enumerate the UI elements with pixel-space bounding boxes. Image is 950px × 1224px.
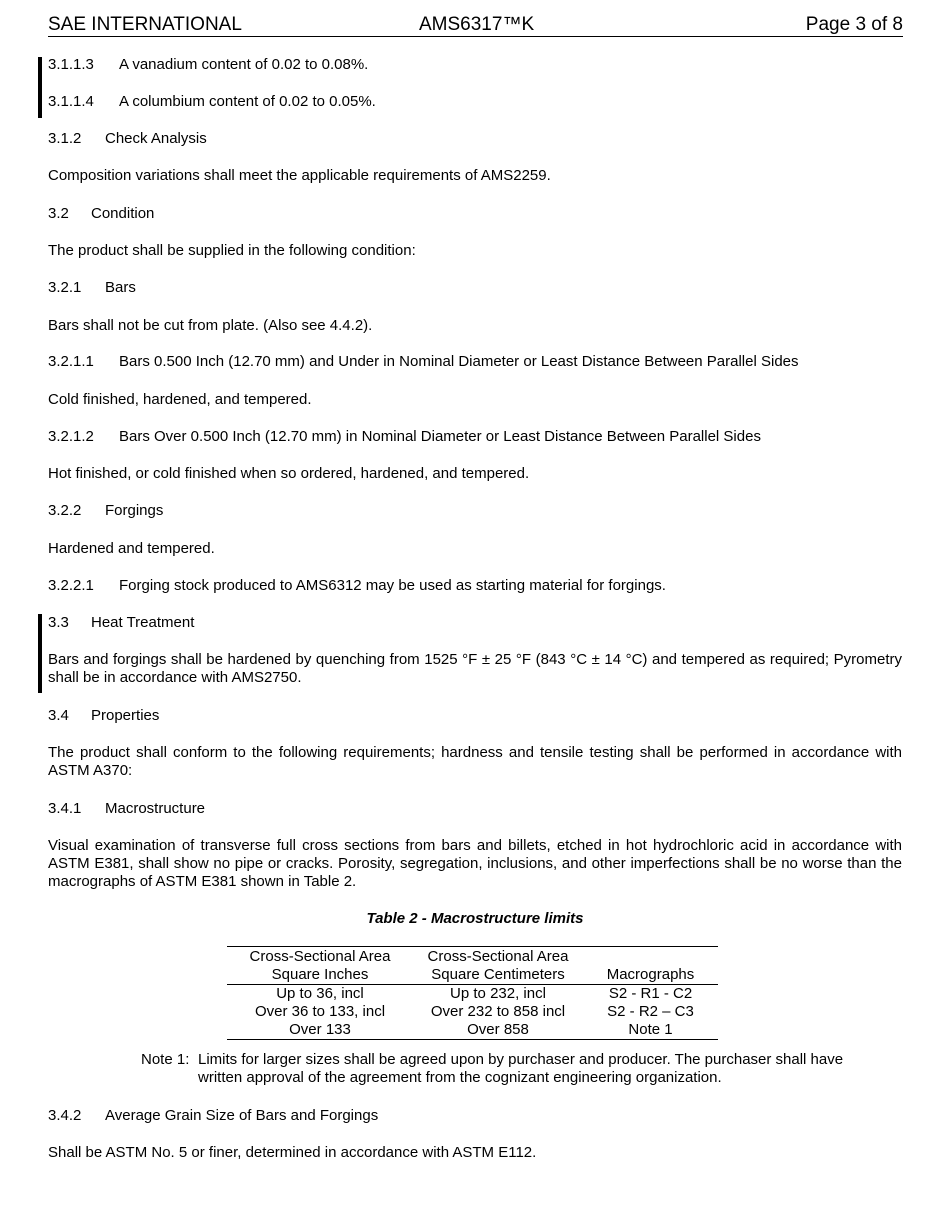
section-number: 3.1.1.4 (48, 93, 94, 110)
section-title: Average Grain Size of Bars and Forgings (105, 1107, 379, 1124)
section-3-1-2-body: Composition variations shall meet the applicable requirements of AMS2259. (48, 167, 551, 184)
column-header-square-centimeters (413, 947, 583, 985)
section-title: Properties (91, 707, 160, 724)
table-row (227, 1003, 718, 1021)
table-cell: S2 - R1 - C2 (608, 985, 693, 1002)
section-number: 3.4.2 (48, 1107, 82, 1124)
section-number: 3.2 (48, 205, 69, 222)
section-3-1-2-heading (48, 130, 902, 148)
table-row (227, 1021, 718, 1040)
section-3-3-body: Bars and forgings shall be hardened by quenching from 1525 °F ± 25 °F (843 °C ± 14 °C) and tempered as required; Pyrometry shall be in accordance with AMS2750. (48, 651, 902, 686)
header-line: Cross-Sectional Area (427, 948, 569, 965)
table-cell: Over 858 (413, 1021, 583, 1040)
section-title: Check Analysis (105, 130, 207, 147)
header-line: Square Centimeters (431, 966, 565, 983)
section-number: 3.2.2.1 (48, 577, 94, 594)
section-3-4-2-heading (48, 1107, 902, 1125)
section-3-2-1-body: Bars shall not be cut from plate. (Also see 4.4.2). (48, 317, 373, 334)
section-text: Forging stock produced to AMS6312 may be used as starting material for forgings. (119, 577, 666, 594)
section-number: 3.2.1.2 (48, 428, 94, 445)
section-title: Macrostructure (105, 800, 206, 817)
section-3-4-heading (48, 707, 902, 725)
section-3-2-2-body: Hardened and tempered. (48, 540, 215, 557)
table-row (227, 985, 718, 1004)
header-doc-id: AMS6317™K (419, 14, 535, 35)
section-number: 3.2.2 (48, 502, 82, 519)
section-text: A columbium content of 0.02 to 0.05%. (119, 93, 376, 110)
section-text: A vanadium content of 0.02 to 0.08%. (119, 56, 369, 73)
section-3-4-body: The product shall conform to the following requirements; hardness and tensile testing shall be performed in accordance with ASTM A370: (48, 744, 902, 779)
note-text: Limits for larger sizes shall be agreed upon by purchaser and producer. The purchaser shall have written approval of the agreement from the cognizant engineering organization. (198, 1051, 844, 1086)
section-3-2-1-1-heading (48, 353, 902, 371)
header-line: Square Inches (271, 966, 369, 983)
header-org: SAE INTERNATIONAL (48, 14, 242, 35)
section-3-1-1-3 (48, 56, 902, 74)
section-3-1-1-4 (48, 93, 902, 111)
section-3-4-1-heading (48, 800, 902, 818)
section-number: 3.2.1 (48, 279, 82, 296)
section-3-2-1-1-body: Cold finished, hardened, and tempered. (48, 391, 312, 408)
section-number: 3.4 (48, 707, 69, 724)
section-title: Bars (105, 279, 136, 296)
revision-bar (38, 614, 42, 693)
note-label: Note 1: (141, 1051, 190, 1068)
section-title: Bars Over 0.500 Inch (12.70 mm) in Nominal Diameter or Least Distance Between Parallel Sides (119, 428, 761, 445)
section-3-4-2-body: Shall be ASTM No. 5 or finer, determined in accordance with ASTM E112. (48, 1144, 537, 1161)
section-3-2-1-heading (48, 279, 902, 297)
table-caption: Table 2 - Macrostructure limits (366, 910, 584, 927)
table-cell: Over 36 to 133, incl (254, 1003, 386, 1020)
section-number: 3.1.1.3 (48, 56, 94, 73)
table-cell: Up to 232, incl (450, 985, 546, 1002)
section-3-2-body: The product shall be supplied in the following condition: (48, 242, 416, 259)
section-3-4-1-body: Visual examination of transverse full cross sections from bars and billets, etched in hot hydrochloric acid in accordance with ASTM E381, shall show no pipe or cracks. Porosity, segregation, inclusions, and other imperfections shall be no worse than the macrographs of ASTM E381 shown in Table 2. (48, 837, 902, 890)
section-number: 3.3 (48, 614, 69, 631)
page-header (48, 14, 903, 37)
table-cell: S2 - R2 – C3 (607, 1003, 694, 1020)
section-number: 3.2.1.1 (48, 353, 94, 370)
section-3-2-1-2-body: Hot finished, or cold finished when so ordered, hardened, and tempered. (48, 465, 530, 482)
table-header-row (227, 947, 718, 985)
column-header-macrographs (583, 947, 718, 985)
table-cell: Over 133 (227, 1021, 413, 1040)
section-title: Bars 0.500 Inch (12.70 mm) and Under in Nominal Diameter or Least Distance Between Parallel Sides (119, 353, 799, 370)
macrostructure-table (227, 946, 718, 1040)
section-title: Forgings (105, 502, 164, 519)
section-3-2-2-1 (48, 577, 902, 595)
section-number: 3.1.2 (48, 130, 82, 147)
column-header-square-inches (227, 947, 413, 985)
table-cell: Note 1 (583, 1021, 718, 1040)
section-number: 3.4.1 (48, 800, 82, 817)
section-title: Heat Treatment (91, 614, 195, 631)
section-3-2-2-heading (48, 502, 902, 520)
table-cell: Up to 36, incl (276, 985, 364, 1002)
section-3-2-heading (48, 205, 902, 223)
header-line: Macrographs (606, 966, 695, 983)
header-line: Cross-Sectional Area (249, 948, 391, 965)
revision-bar (38, 57, 42, 118)
header-page-number: Page 3 of 8 (805, 14, 903, 35)
section-3-2-1-2-heading (48, 428, 902, 446)
section-title: Condition (91, 205, 155, 222)
table-cell: Over 232 to 858 incl (430, 1003, 566, 1020)
section-3-3-heading (48, 614, 902, 632)
